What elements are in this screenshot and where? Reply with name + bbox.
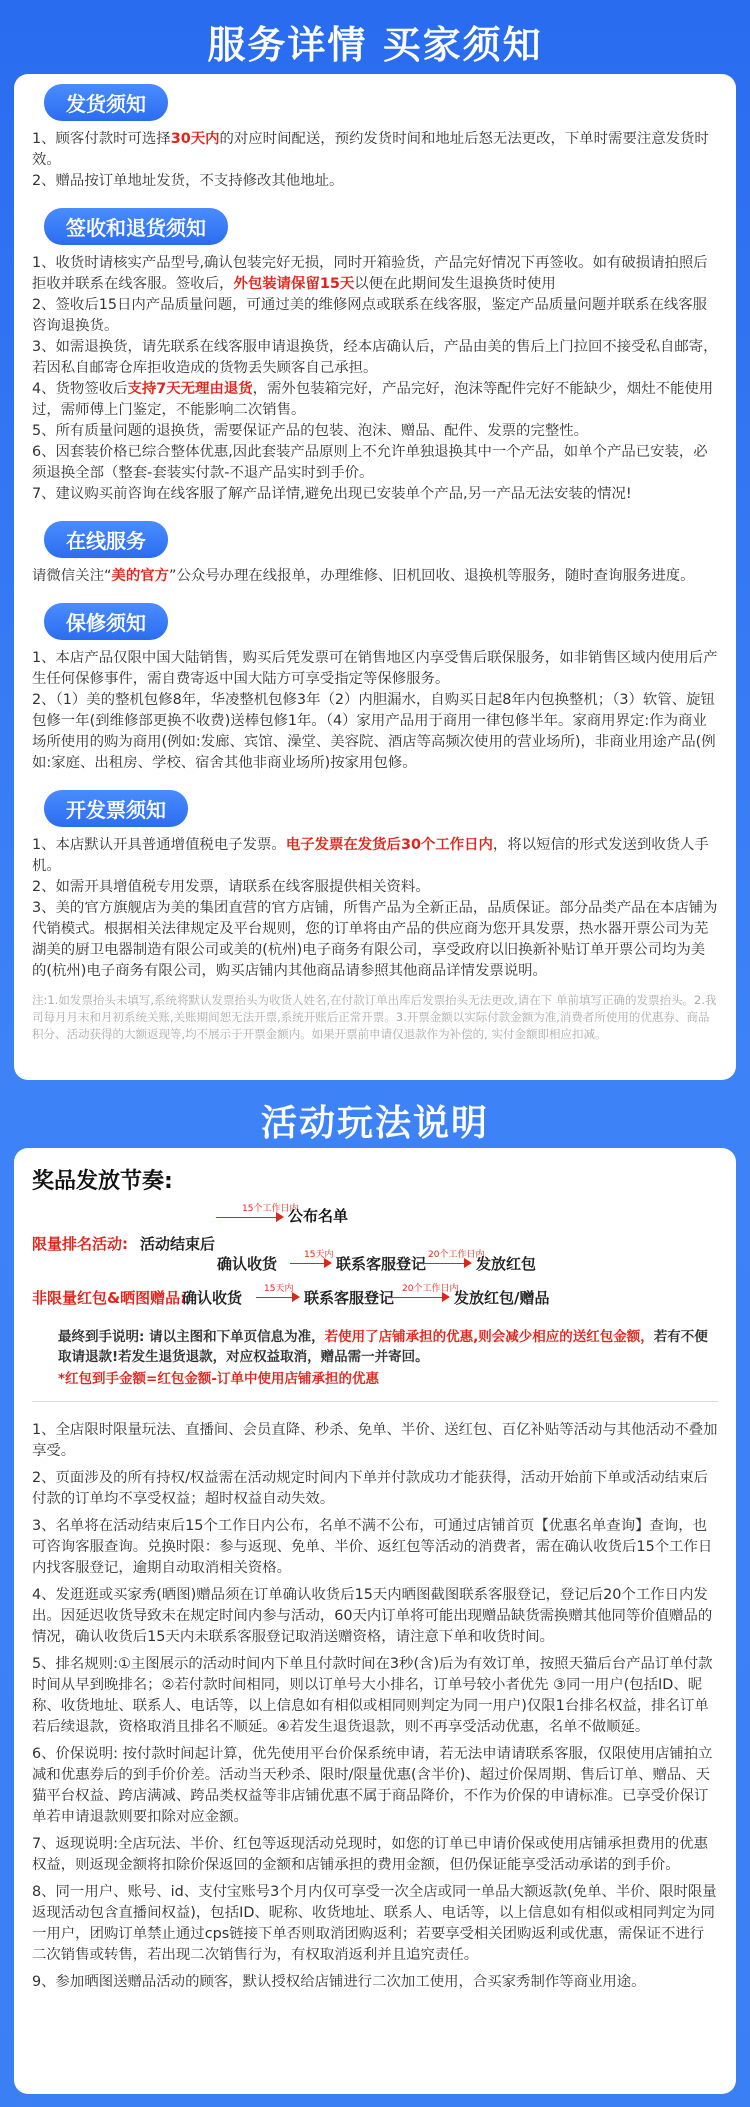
arrow-2b xyxy=(388,1297,448,1298)
flow-row-limited xyxy=(32,1233,718,1273)
section-item: 5、所有质量问题的退换货，需要保证产品的包装、泡沫、赠品、配件、发票的完整性。 xyxy=(32,423,589,439)
section-body xyxy=(14,249,736,511)
rules-list xyxy=(14,1402,736,1993)
page-title: 服务详情 买家须知 xyxy=(207,23,543,67)
section-item: 7、建议购买前咨询在线客服了解产品详情,避免出现已安装单个产品,另一产品无法安装的情况! xyxy=(32,486,632,502)
flow-issue-redpacket: 发放红包 xyxy=(476,1255,537,1273)
rule-item: 2、页面涉及的所有持权/权益需在活动规定时间内下单并付款成功才能获得，活动开始前下单或活动结束后付款的订单均不享受权益；超时权益自动失效。 xyxy=(32,1470,708,1507)
flow-register-2: 联系客服登记 xyxy=(304,1289,395,1307)
arrow-label-1b: 20个工作日内 xyxy=(428,1250,485,1260)
section-item: 2、签收后15日内产品质量问题，可通过美的维修网点或联系在线客服，鉴定产品质量问题并联系在线客服咨询退换货。 xyxy=(32,297,708,334)
section-item: 1、收货时请核实产品型号,确认包装完好无损，同时开箱验货，产品完好情况下再签收。如有破损请拍照后拒收并联系在线客服。签收后，外包装请保留15天以便在此期间发生退换货时使用 xyxy=(32,255,708,292)
section-title: 签收和退货须知 xyxy=(44,208,228,245)
rule-item: 3、名单将在活动结束后15个工作日内公布，名单不满不公布，可通过店铺首页【优惠名单查询】查询，也可咨询客服查询。兑换时限：参与返现、免单、半价、返红包等活动的消费者，需在确认收货后15个工作日内找客服登记，逾期自动取消相关资格。 xyxy=(32,1518,713,1576)
rule-item: 7、返现说明:全店玩法、半价、红包等返现活动兑现时，如您的订单已申请价保或使用店铺承担费用的优惠权益，则返现金额将扣除价保返回的金额和店铺承担的费用金额，但仍保证能享受活动承诺的到手价。 xyxy=(32,1836,708,1873)
section-item: 1、本店默认开具普通增值税电子发票。电子发票在发货后30个工作日内，将以短信的形式发送到收货人手机。 xyxy=(32,837,709,874)
flow-confirm-receipt-1: 确认收货 xyxy=(217,1255,278,1273)
rule-item: 4、发逛逛或买家秀(晒图)赠品须在订单确认收货后15天内晒图截图联系客服登记，登记后20个工作日内发出。因延迟收货导致未在规定时间内参与活动，60天内订单将可能出现赠品缺货需换赠其他同等价值赠品的情况，确认收货后15天内未联系客服登记取消送赠资格，请注意下单和收货时间。 xyxy=(32,1587,713,1645)
flow-publish-list: 公布名单 xyxy=(288,1207,349,1225)
rule-item: 9、参加晒图送赠品活动的顾客，默认授权给店铺进行二次加工使用，合买家秀制作等商业用途。 xyxy=(32,1974,646,1990)
section-item: 2、（1）美的整机包修8年，华凌整机包修3年（2）内胆漏水，自购买日起8年内包换整机；（3）软管、旋钮包修一年(到维修部更换不收费)送棒包修1年。（4）家用产品用于商用一律包修半年。家商用界定:作为商业场所使用的购为商用(例如:发廊、宾馆、澡堂、美容院、酒店等高频次使用的营业场所)，非商业用途产品(例如:家庭、出租房、学校、宿舍其他非商业场所)按家用包修。 xyxy=(32,692,716,771)
flow-confirm-receipt-2: 确认收货 xyxy=(182,1289,243,1307)
rule-item: 8、同一用户、账号、id、支付宝账号3个月内仅可享受一次全店或同一单品大额返款(免单、半价、限时限量返现活动包含直播间权益)，包括ID、昵称、收货地址、联系人、电话等，以上信息如有相似或相同判定为同一用户，团购订单禁止通过cps链接下单否则取消团购返利；若要享受相关团购返利或优惠，需保证不进行二次销售或转售，若出现二次销售行为，有权取消返利并且追究责任。 xyxy=(32,1884,717,1963)
section-item: 2、赠品按订单地址发货，不支持修改其他地址。 xyxy=(32,173,344,189)
section-title: 开发票须知 xyxy=(44,790,188,827)
sections-container xyxy=(14,74,736,988)
activity-title: 活动玩法说明 xyxy=(260,1103,489,1144)
rule-item: 5、排名规则:①主图展示的活动时间内下单且付款时间在3秒(含)后为有效订单，按照天猫后台产品订单付款时间从早到晚排名；②若付款时间相同，则以订单号大小排名，订单号较小者优先 ③同一用户(包括ID、昵称、收货地址、联系人、电话等，以上信息如有相似或相同则判定为同一用户)仅限1台排名权益，排名订单若后续退款，资格取消且排名不顺延。④若发生退货退款，则不再享受活动优惠，名单不做顺延。 xyxy=(32,1656,713,1735)
flow-register-1: 联系客服登记 xyxy=(336,1255,427,1273)
arrow-label-1a: 15天内 xyxy=(304,1250,334,1260)
flow-limited-label: 限量排名活动: xyxy=(32,1235,128,1253)
section-body xyxy=(14,831,736,988)
reward-flow xyxy=(14,1148,736,1323)
flow-unlimited-label: 非限量红包&晒图赠品: xyxy=(32,1289,187,1307)
flow-heading: 奖品发放节奏: xyxy=(32,1169,173,1194)
section-item: 3、美的官方旗舰店为美的集团直营的官方店铺，所售产品为全新正品，品质保证。部分品类产品在本店铺为代销模式。根据相关法律规定及平台规则，您的订单将由产品的供应商为您开具发票，热水器开票公司为芜湖美的厨卫电器制造有限公司或美的(杭州)电子商务有限公司，享受政府以旧换新补贴订单开票公司均为美的(杭州)电子商务有限公司，购买店铺内其他商品请参照其他商品详情发票说明。 xyxy=(32,900,718,979)
section-body xyxy=(14,125,736,198)
section-item: 6、因套装价格已综合整体优惠,因此套装产品原则上不允许单独退换其中一个产品，如单个产品已安装，必须退换全部（整套-套装实付款-不退产品实时到手价。 xyxy=(32,444,708,481)
redpacket-formula: *红包到手金额=红包金额-订单中使用店铺承担的优惠 xyxy=(58,1371,379,1387)
flow-activity-end: 活动结束后 xyxy=(140,1235,216,1253)
final-price-hint: 最终到手说明: 请以主图和下单页信息为准，若使用了店铺承担的优惠,则会减少相应的送红包金额，若有不便取请退款!若发生退货退款，对应权益取消，赠品需一并寄回。 xyxy=(58,1329,708,1365)
section-item: 请微信关注“美的官方”公众号办理在线报单，办理维修、旧机回收、退换机等服务，随时查询服务进度。 xyxy=(32,568,695,584)
section-title: 保修须知 xyxy=(44,603,168,640)
section-item: 3、如需退换货，请先联系在线客服申请退换货，经本店确认后，产品由美的售后上门拉回不接受私自邮寄，若因私自邮寄仓库拒收造成的货物丢失顾客自己承担。 xyxy=(32,339,718,376)
rule-item: 6、价保说明: 按付款时间起计算，优先使用平台价保系统申请，若无法申请请联系客服，仅限使用店铺拍立减和优惠券后的到手价价差。活动当天秒杀、限时/限量优惠(含半价)、超过价保周期、售后订单、赠品、天猫平台权益、跨店满减、跨品类权益等非店铺优惠不属于商品降价，不作为价保的申请标准。已享受价保订单若申请退款则要扣除对应金额。 xyxy=(32,1746,713,1825)
section-item: 2、如需开具增值税专用发票，请联系在线客服提供相关资料。 xyxy=(32,879,430,895)
section-item: 4、货物签收后支持7天无理由退货，需外包装箱完好，产品完好，泡沫等配件完好不能缺少，烟灶不能使用过，需师傅上门鉴定，不能影响二次销售。 xyxy=(32,381,714,418)
flow-row-top xyxy=(32,1203,718,1233)
invoice-note: 注:1.如发票抬头未填写,系统将默认发票抬头为收货人姓名,在付款订单出库后发票抬头无法更改,请在下 单前填写正确的发票抬头。2.我司每月月末和月初系统关账,关账期间恕无法开票,系统开账后正常开票。3.开票金额以实际付款金额为准,消费者所使用的优惠券、商品积分、活动获得的大额返现等,均不展示于开票金额内。如果开票前申请仅退款作为补偿的, 实付金额即相应扣减。 xyxy=(32,993,717,1041)
flow-issue-gift: 发放红包/赠品 xyxy=(454,1289,550,1307)
arrow-label-2b: 20个工作日内 xyxy=(402,1284,459,1294)
arrow-1a xyxy=(290,1263,330,1264)
arrow-1b xyxy=(416,1263,470,1264)
section-item: 1、本店产品仅限中国大陆销售，购买后凭发票可在销售地区内享受售后联保服务，如非销售区域内使用后产生任何保修事件，需自费寄返中国大陆方可享受指定等保修服务。 xyxy=(32,650,718,687)
arrow-label-2a: 15天内 xyxy=(264,1284,294,1294)
notice-card xyxy=(14,74,736,1080)
arrow-label-top: 15个工作日内 xyxy=(242,1204,299,1214)
activity-card xyxy=(14,1148,736,2094)
arrow-top xyxy=(216,1217,282,1218)
section-title: 在线服务 xyxy=(44,521,168,558)
rule-item: 1、全店限时限量玩法、直播间、会员直降、秒杀、免单、半价、送红包、百亿补贴等活动与其他活动不叠加享受。 xyxy=(32,1422,718,1459)
arrow-2a xyxy=(256,1297,298,1298)
section-item: 1、顾客付款时可选择30天内的对应时间配送，预约发货时间和地址后怒无法更改，下单时需要注意发货时效。 xyxy=(32,131,709,168)
section-title: 发货须知 xyxy=(44,84,168,121)
section-body xyxy=(14,644,736,780)
flow-row-unlimited xyxy=(32,1284,718,1323)
section-body xyxy=(14,562,736,593)
